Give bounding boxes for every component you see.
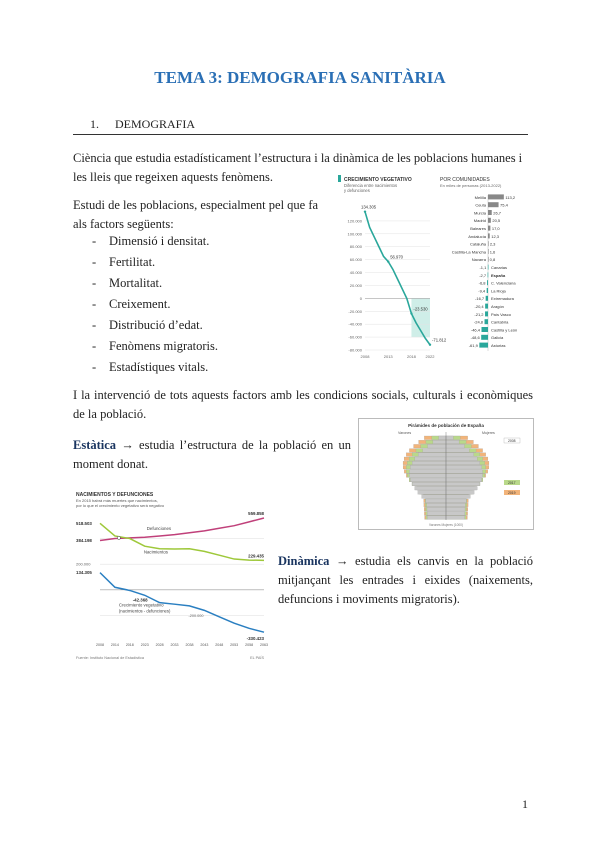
bar	[488, 249, 489, 254]
intervention-paragraph: I la intervenció de tots aquests factors amb les condicions socials, culturals i econòmiques de la població.	[73, 388, 533, 421]
y-tick-label: 120.000	[347, 218, 362, 224]
chart-title: POR COMUNIDADES	[440, 177, 490, 183]
pyramid-bar-male	[418, 453, 446, 457]
crossing-marker	[117, 536, 120, 539]
value-label: -46,4	[470, 327, 481, 333]
legend-varones: Varones	[398, 431, 412, 435]
y-tick-label: -40.000	[348, 321, 362, 327]
y-tick-label: -60.000	[348, 334, 362, 340]
pyramid-bar-female	[446, 453, 474, 457]
legend-label-2019: 2019	[508, 491, 516, 495]
x-tick-label: 2014	[110, 643, 119, 647]
category-label: Asturias	[491, 343, 506, 348]
category-label: Baleares	[470, 226, 486, 231]
category-label: Canarias	[491, 265, 508, 270]
category-label: Castilla y León	[491, 327, 518, 333]
intro-paragraph: Ciència que estudia estadísticament l’estructura i la dinàmica de les poblacions humanes i les lleis que regeixen aquests fenòmens.	[73, 151, 523, 184]
brand-label: EL PAÍS	[250, 656, 264, 660]
bar	[488, 226, 490, 231]
data-label: 559.858	[248, 511, 264, 517]
dynamic-term: Dinàmica	[278, 554, 330, 568]
value-label: 113,2	[505, 194, 516, 200]
pyramid-bar-male	[433, 440, 446, 444]
chart-title: NACIMIENTOS Y DEFUNCIONES	[76, 492, 154, 498]
population-pyramid-figure	[358, 418, 534, 530]
category-label: Galicia	[491, 335, 504, 341]
category-label: Cataluña	[469, 241, 486, 247]
pyramid-bar-female	[446, 449, 469, 453]
pyramid-bar-male	[428, 444, 446, 448]
category-label: Madrid	[473, 218, 486, 224]
pyramid-bar-female	[446, 440, 459, 444]
data-label: -330.423	[246, 636, 264, 642]
x-tick-label: 2038	[185, 643, 194, 647]
section-label: DEMOGRAFIA	[115, 117, 196, 131]
category-label: País Vasco	[491, 311, 511, 317]
pyramid-bar-male	[409, 470, 446, 474]
value-label: -2,7	[479, 272, 487, 278]
x-tick-label: 2013	[383, 354, 393, 359]
value-label: 12,3	[491, 233, 500, 239]
list-item: - Fertilitat.	[92, 255, 156, 269]
pyramid-bar-female	[446, 482, 480, 486]
pyramid-bar-male	[427, 512, 446, 516]
dynamic-arrow: →	[335, 554, 349, 568]
bar	[487, 280, 488, 285]
pyramid-bar-male	[412, 482, 446, 486]
category-label: Extremadura	[491, 296, 514, 302]
study-paragraph	[73, 196, 335, 234]
y-tick-label: -200.000	[188, 613, 204, 618]
pyramid-bar-male	[427, 507, 446, 511]
value-label: -1,1	[479, 265, 487, 270]
pyramid-bar-female	[446, 478, 482, 482]
bar	[485, 304, 488, 309]
pyramid-bar-female	[446, 474, 483, 478]
value-label: -20,4	[474, 304, 484, 309]
value-label: -6,8	[478, 280, 486, 286]
chart-subtitle-2: y defunciones	[344, 188, 370, 193]
pyramid-bar-male	[415, 486, 446, 490]
chart-subtitle-2: por lo que el crecimiento vegetativo será negativo	[76, 503, 165, 508]
pyramid-bar-male	[423, 449, 446, 453]
category-label: Andalucía	[468, 233, 486, 239]
pyramid-bar-female	[446, 491, 474, 495]
section-number: 1.	[90, 117, 99, 131]
pyramid-bar-male	[422, 495, 446, 499]
chart-subtitle: En miles de personas (2013-2022)	[440, 183, 502, 188]
y-tick-label: -20.000	[348, 308, 362, 314]
pyramid-bar-female	[446, 470, 483, 474]
pyramid-bar-female	[446, 512, 465, 516]
pyramid-bar-male	[427, 503, 446, 507]
value-label: -61,9	[468, 343, 478, 348]
bar	[487, 288, 488, 293]
pyramid-bar-male	[426, 499, 446, 503]
series-label-nacimientos: Nacimientos	[143, 549, 168, 555]
pyramid-bar-male	[415, 457, 446, 461]
pyramid-bar-female	[446, 495, 470, 499]
legend-mujeres: Mujeres	[482, 431, 495, 435]
bar	[486, 296, 488, 301]
y-tick-label: 60.000	[349, 257, 362, 263]
pyramid-bar-female	[446, 503, 465, 507]
pyramid-bar-female	[446, 486, 477, 490]
series-label-crecimiento-sub: (nacimientos - defunciones)	[118, 608, 171, 614]
y-tick-label: 100.000	[347, 231, 362, 237]
chart-title: Pirámides de población de España	[408, 423, 484, 428]
category-label: Cantabria	[491, 319, 509, 325]
data-point	[410, 312, 412, 314]
data-label: 229.435	[248, 553, 264, 559]
bar	[488, 265, 489, 270]
bar	[485, 311, 488, 316]
x-tick-label: 2043	[200, 643, 209, 647]
value-label: -24,8	[473, 319, 484, 325]
section-divider	[73, 134, 528, 135]
x-tick-label: 2028	[155, 643, 164, 647]
x-tick-label: 2023	[140, 643, 149, 647]
bar	[488, 218, 491, 223]
legend-label-2008: 2008	[508, 439, 516, 443]
category-label: Melilla	[474, 194, 486, 200]
list-item: - Estadístiques vitals.	[92, 360, 209, 374]
bar	[481, 335, 488, 340]
pyramid-bar-female	[446, 444, 464, 448]
y-tick-label: 0	[359, 295, 362, 301]
list-item: - Creixement.	[92, 297, 171, 311]
value-label: 20,5	[492, 218, 501, 224]
pyramid-bar-male	[418, 491, 446, 495]
category-label: C. Valenciana	[491, 280, 516, 286]
bar	[488, 194, 504, 199]
chart-title: CRECIMIENTO VEGETATIVO	[344, 177, 412, 183]
pyramid-bar-female	[446, 507, 465, 511]
value-label: -48,6	[470, 335, 480, 341]
data-point	[387, 260, 389, 262]
y-tick-label: 80.000	[349, 244, 362, 250]
y-tick-label: 40.000	[349, 270, 362, 276]
x-axis-label: Varones Mujeres (1000)	[429, 523, 463, 527]
x-tick-label: 2008	[360, 354, 370, 359]
value-label: 26,7	[493, 210, 502, 216]
data-label: -42.368	[132, 597, 148, 603]
category-label: Castilla-La Mancha	[451, 249, 486, 255]
data-point	[429, 344, 431, 346]
document-title: TEMA 3: DEMOGRAFIA SANITÀRIA	[154, 68, 446, 87]
data-point	[364, 210, 366, 212]
dynamic-text: estudia els canvis en la població mitjançant les entrades i eixides (naixements, defuncions i moviments migratoris).	[278, 554, 533, 606]
series-label-crecimiento: Crecimiento vegetativo	[118, 602, 164, 608]
pyramid-bar-female	[446, 436, 453, 440]
data-label: 384.198	[76, 538, 92, 544]
pyramid-bar-female	[446, 499, 466, 503]
category-label: España	[491, 272, 506, 278]
y-tick-label: -80.000	[348, 347, 362, 353]
x-tick-label: 2022	[425, 354, 435, 359]
bar	[488, 233, 490, 238]
x-tick-label: 2008	[96, 643, 104, 647]
x-tick-label: 2048	[215, 643, 224, 647]
y-tick-label: 200.000	[76, 561, 91, 567]
pyramid-bar-male	[410, 465, 446, 469]
data-label: 56.970	[390, 254, 404, 260]
data-label: 134.305	[76, 570, 92, 576]
value-label: 2,3	[489, 241, 496, 247]
data-label: 518.503	[76, 520, 92, 526]
bar	[485, 319, 488, 324]
factors-list	[92, 231, 218, 378]
pyramid-bar-male	[439, 436, 446, 440]
list-item: - Fenòmens migratoris.	[92, 339, 219, 353]
study-line-1: Estudi de les poblacions, especialment pel que fa	[73, 198, 319, 212]
value-label: 17,0	[491, 226, 500, 231]
pyramid-bar-male	[410, 478, 446, 482]
series-line-1	[100, 523, 264, 560]
page-number: 1	[522, 797, 528, 811]
bar	[488, 241, 489, 246]
bar	[488, 210, 492, 215]
value-label: -16,7	[475, 296, 485, 302]
data-label: 134.305	[361, 204, 377, 210]
value-label: 0,8	[489, 257, 496, 263]
category-label: Navarra	[471, 257, 486, 263]
category-label: La Rioja	[491, 288, 506, 294]
pyramid-bar-male	[427, 516, 446, 520]
pyramid-bar-male	[412, 461, 446, 465]
category-label: Ceuta	[475, 202, 486, 208]
section-heading	[90, 117, 195, 132]
data-label: -71.812	[432, 337, 447, 343]
static-arrow: →	[121, 438, 134, 452]
y-tick-label: 20.000	[349, 282, 362, 288]
pyramid-bar-female	[446, 465, 482, 469]
bar	[488, 202, 499, 207]
list-item: - Dimensió i densitat.	[92, 234, 210, 248]
x-tick-label: 2063	[260, 643, 268, 647]
vegetative-growth-figure	[338, 170, 534, 362]
chart-subtitle-1: Diferencia entre nacimientos	[344, 183, 398, 188]
list-item: - Distribució d’edat.	[92, 318, 203, 332]
pyramid-bar-female	[446, 461, 480, 465]
dynamic-paragraph	[278, 552, 533, 609]
bar	[488, 272, 489, 277]
static-paragraph	[73, 436, 351, 474]
x-tick-label: 2033	[170, 643, 179, 647]
source-note: Fuente: Instituto Nacional de Estadística	[76, 656, 144, 660]
x-tick-label: 2018	[406, 354, 416, 359]
value-label: 75,4	[500, 202, 508, 208]
value-label: 1,6	[489, 249, 496, 255]
value-label: -9,4	[478, 288, 486, 294]
data-label: -23.530	[413, 306, 428, 312]
series-label-defunciones: Defunciones	[146, 526, 172, 532]
x-tick-label: 2018	[125, 643, 134, 647]
value-label: -21,2	[474, 311, 484, 317]
legend-label-2017: 2017	[508, 481, 516, 485]
list-item: - Mortalitat.	[92, 276, 163, 290]
pyramid-bar-female	[446, 516, 465, 520]
x-tick-label: 2053	[230, 643, 239, 647]
bar	[488, 257, 489, 262]
pyramid-bar-male	[409, 474, 446, 478]
title-marker	[338, 175, 341, 182]
bar	[479, 343, 488, 348]
x-tick-label: 2058	[245, 643, 254, 647]
static-text: estudia l’estructura de la població en un moment donat.	[73, 438, 352, 471]
chart-subtitle-1: En 2015 habrá más muertes que nacimientos,	[76, 498, 158, 503]
births-deaths-figure	[76, 488, 272, 664]
pyramid-bar-female	[446, 457, 477, 461]
bar	[482, 327, 488, 332]
category-label: Aragón	[491, 304, 504, 309]
category-label: Murcia	[473, 210, 486, 216]
study-line-2: als factors següents:	[73, 217, 174, 231]
static-term: Estàtica	[73, 438, 117, 452]
